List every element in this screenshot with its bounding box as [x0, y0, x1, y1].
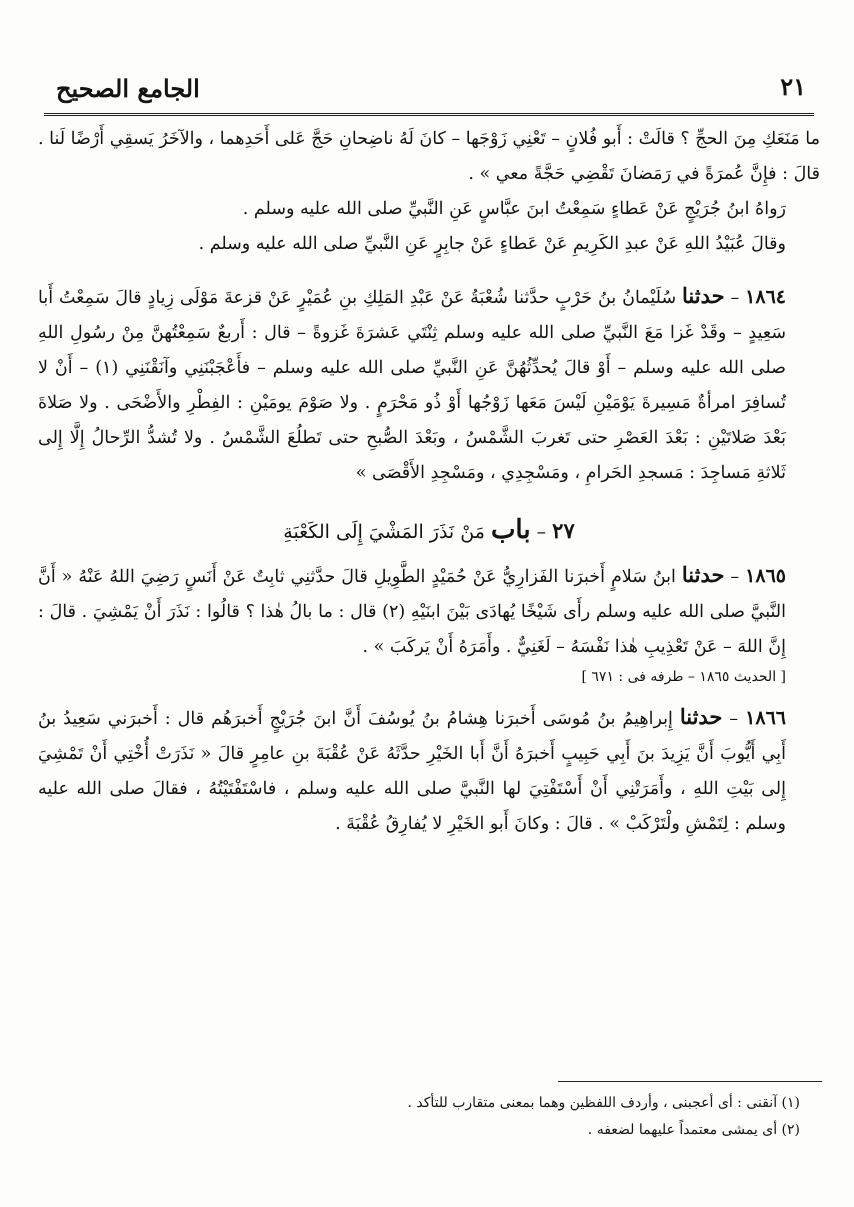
- footnote-1: (١) آنقنى : أى أعجبنى ، وأردف اللفظين وهما بمعنى متقارب للتأكد .: [407, 1095, 800, 1111]
- footnote-2: (٢) أى يمشى معتمداً عليهما لضعفه .: [587, 1122, 800, 1138]
- page-header: [44, 70, 814, 116]
- intro-paragraph: ما مَنَعَكِ مِنَ الحجِّ ؟ قالَتْ : أَبو فُلانٍ – تَعْنِي زَوْجَها – كانَ لَهُ ناضِحانِ حَجَّ عَلى أَحَدِهما ، والآخَرُ يَسقِي أَرْضًا لَنا . قالَ : فإِنَّ عُمرَةً في رَمَضانَ تَقْضِي حَجَّةً معي » .: [38, 129, 820, 184]
- chapter-heading-27: [38, 513, 820, 549]
- hadith-dash: –: [722, 709, 746, 729]
- hadith-dash: –: [724, 288, 746, 308]
- hadith-text: ابنُ سَلامٍ أَخبرَنا الفَزارِيُّ عَنْ حُمَيْدٍ الطَّوِيلِ قالَ حدَّثنِي ثابِتٌ عَنْ أَنَسٍ رَضِيَ اللهُ عَنْهُ « أَنَّ النَّبيَّ صلى الله عليه وسلم رأَى شَيْخًا يُهادَى بَيْنَ ابنَيْهِ (٢) قال : ما بالُ هٰذا ؟ قالُوا : نَذَرَ أَنْ يَمْشِيَ . قالَ : إِنَّ اللهَ – عَنْ تَعْذِيبِ هٰذا نَفْسَهُ – لَغَنِيٌّ . وأَمَرَهُ أَنْ يَركَبَ » .: [38, 567, 786, 657]
- narration-note-ubaydullah: وقالَ عُبَيْدُ اللهِ عَنْ عبدِ الكَرِيمِ عَنْ عَطاءٍ عَنْ جابِرٍ عَنِ النَّبيِّ صلى الله عليه وسلم .: [198, 234, 786, 254]
- footnotes: [260, 1090, 800, 1144]
- hadith-1864: [38, 278, 820, 491]
- hadith-number: ١٨٦٥: [745, 565, 786, 587]
- haddathana-word: حدثنا: [681, 562, 725, 587]
- haddathana-word: حدثنا: [682, 283, 725, 308]
- running-title: الجامع الصحيح: [56, 74, 200, 103]
- hadith-number: ١٨٦٤: [745, 286, 786, 308]
- chapter-title: مَنْ نَذَرَ المَشْيَ إِلَى الكَعْبَةِ: [283, 521, 491, 543]
- hadith-text: إِبراهِيمُ بنُ مُوسَى أَخبرَنا هِشامُ بنُ يُوسُفَ أَنَّ ابنَ جُرَيْجٍ أَخبرَهُم قال : أَخبرَني سَعِيدُ بنُ أَبِي أَيُّوبَ أَنَّ يَزِيدَ بنَ أَبِي حَبِيبٍ أَخبرَهُ أَنَّ أَبا الخَيْرِ حدَّثَهُ عَنْ عُقْبَةَ بنِ عامِرٍ قالَ « نَذَرَتْ أُخْتِي أَنْ تَمْشِيَ إِلى بَيْتِ اللهِ ، وأَمَرَتْنِي أَنْ أَسْتَفْتِيَ لها النَّبيَّ صلى الله عليه وسلم ، فاسْتَفْتَيْتُهُ ، فقالَ صلى الله عليه وسلم : لِتَمْشِ ولْتَرْكَبْ » . قالَ : وكانَ أَبو الخَيْرِ لا يُفارِقُ عُقْبَةَ .: [38, 709, 787, 834]
- chapter-dash: –: [530, 521, 553, 543]
- haddathana-word: حدثنا: [679, 704, 723, 729]
- chapter-number: ٢٧: [552, 518, 575, 543]
- narration-note-ibn-jurayj: رَواهُ ابنُ جُرَيْجٍ عَنْ عَطاءٍ سَمِعْتُ ابنَ عبَّاسٍ عَنِ النَّبيِّ صلى الله عليه وسلم .: [242, 199, 786, 219]
- hadith-dash: –: [724, 567, 746, 587]
- hadith-text: سُلَيْمانُ بنُ حَرْبٍ حدَّثنا شُعْبَةُ عَنْ عَبْدِ المَلِكِ بنِ عُمَيْرٍ عَنْ قزعةَ مَوْلَى زِيادٍ قالَ سَمِعْتُ أَبا سَعِيدٍ – وقَدْ غَزا مَعَ النَّبيِّ صلى الله عليه وسلم ثِنْتَي عَشرَةَ غَزوةً – قال : أَربعٌ سَمِعْتُهنَّ مِنْ رسُولِ اللهِ صلى الله عليه وسلم – أَوْ قالَ يُحدِّثُهُنَّ عَنِ النَّبيِّ صلى الله عليه وسلم – فأَعْجَبْنَنِي وآنَقْنَنِي (١) – أَنْ لا تُسافِرَ امرأةٌ مَسِيرةَ يَوْمَيْنِ لَيْسَ مَعَها زَوْجُها أَوْ ذُو مَحْرَمٍ . ولا صَوْمَ يومَيْنِ : الفِطْرِ والأَضْحَى . ولا صَلاةَ بَعْدَ صَلاتَيْنِ : بَعْدَ العَصْرِ حتى تَغربَ الشَّمْسُ ، وبَعْدَ الصُّبحِ حتى تَطلُعَ الشَّمْسُ . ولا تُشدُّ الرِّحالُ إِلَّا إِلى ثَلاثةِ مَساجِدَ : مَسجدِ الحَرامِ ، ومَسْجِدِي ، ومَسْجِدِ الأَقْصَى »: [38, 288, 786, 483]
- hadith-1866: [38, 699, 820, 842]
- hadith-1865: [38, 557, 820, 665]
- cross-reference: [ الحديث ١٨٦٥ – طرفه فى : ٦٧١ ]: [581, 669, 786, 685]
- page-body: [38, 122, 820, 842]
- bab-word: باب: [490, 515, 531, 545]
- page-number: ٢١: [780, 72, 806, 101]
- footnote-rule: [558, 1081, 822, 1082]
- hadith-number: ١٨٦٦: [745, 707, 786, 729]
- header-rule: [44, 113, 814, 116]
